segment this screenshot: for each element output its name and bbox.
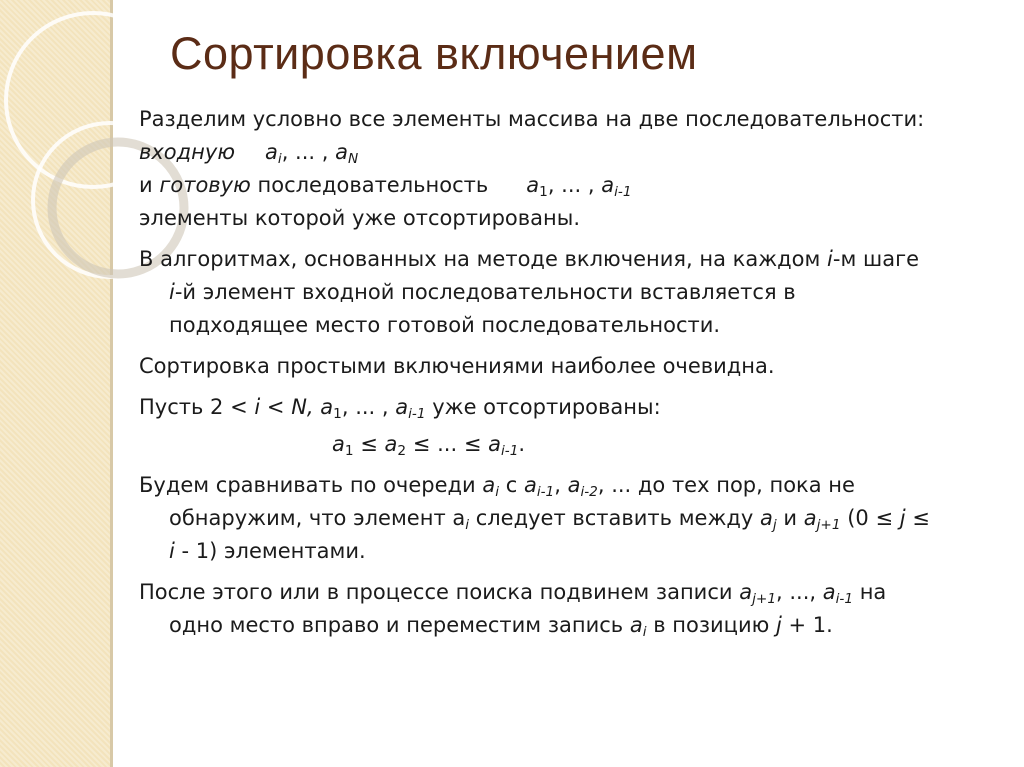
text-line: Сортировка простыми включениями наиболее очевидна. xyxy=(139,354,775,378)
slide-title: Сортировка включением xyxy=(170,28,698,79)
text-line: подходящее место готовой последовательности. xyxy=(169,313,721,337)
paragraph-compare xyxy=(139,469,1009,568)
text-line: i - 1) элементами. xyxy=(169,539,366,563)
text-line: обнаружим, что элемент $a_i$ следует вставить между $a_j$ и $a_{j+1}$ (0 ≤ j ≤ xyxy=(169,506,930,533)
paragraph-insertion-method xyxy=(139,243,1009,342)
paragraph-shift xyxy=(139,576,1009,642)
text-line: Пусть 2 < i < N, $a_1$, ... , $a_{i-1}$ уже отсортированы: xyxy=(139,395,661,422)
slide-body xyxy=(139,103,1009,642)
text-line: После этого или в процессе поиска подвинем записи $a_{j+1}$, ..., $a_{i-1}$ на xyxy=(139,580,887,607)
text-line: Разделим условно все элементы массива на две последовательности: xyxy=(139,107,925,131)
paragraph-sequences xyxy=(139,103,1009,235)
text-line: i-й элемент входной последовательности вставляется в xyxy=(169,280,796,304)
text-line: элементы которой уже отсортированы. xyxy=(139,206,580,230)
paragraph-simple-insertion xyxy=(139,350,1009,383)
formula-sorted-order: $a_1 \le a_2$ ≤ ... ≤ $a_{i-1}$. xyxy=(332,432,526,459)
text-line: и готовую последовательность $a_1$, ... , $a_{i-1}$ xyxy=(139,173,632,200)
text-line: одно место вправо и переместим запись $a_i$ в позицию j + 1. xyxy=(169,613,833,640)
paragraph-assumption xyxy=(139,391,1009,424)
text-line: входную $a_i$, ... , $a_N$ xyxy=(139,140,359,167)
text-line: В алгоритмах, основанных на методе включения, на каждом i-м шаге xyxy=(139,247,920,271)
text-line: Будем сравнивать по очереди $a_i$ с $a_{i-1}$, $a_{i-2}$, ... до тех пор, пока не xyxy=(139,473,855,500)
